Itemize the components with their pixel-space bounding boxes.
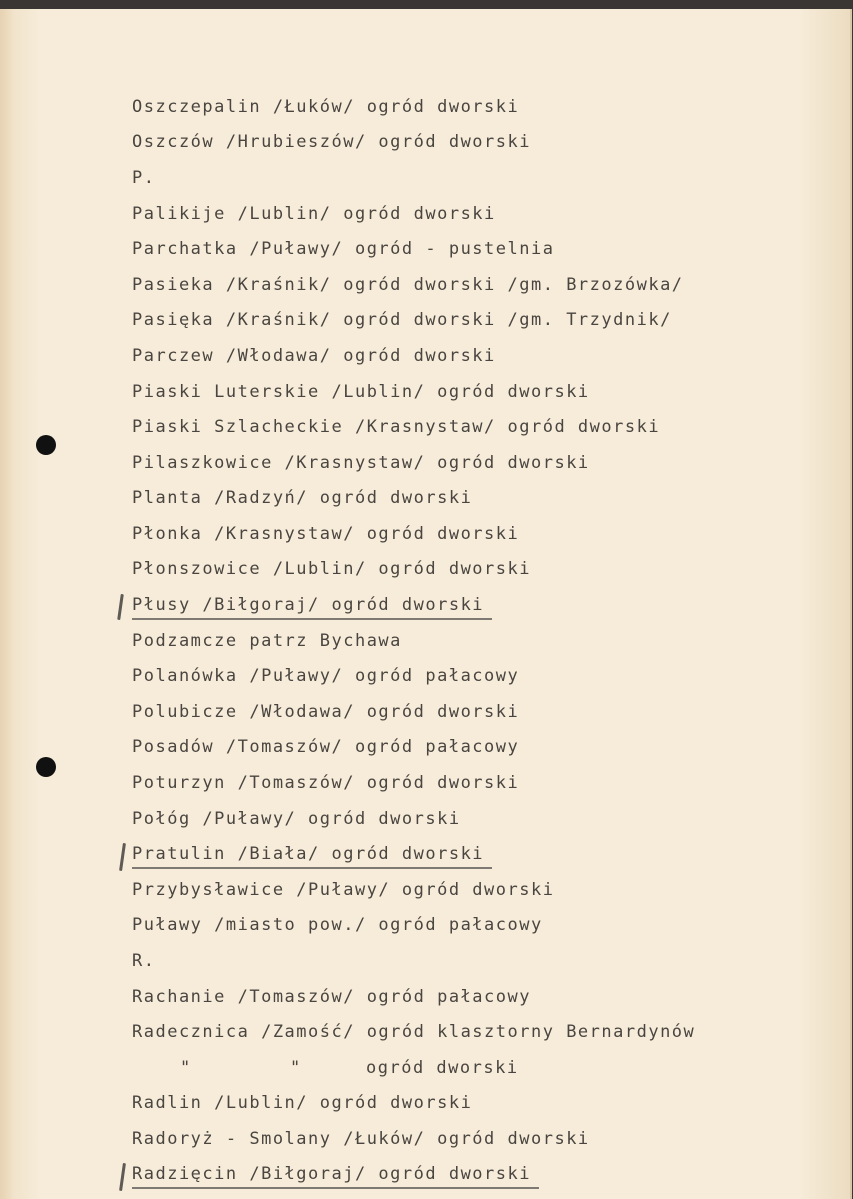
list-item: Parczew /Włodawa/ ogród dworski	[132, 346, 496, 366]
list-item: Pasieka /Kraśnik/ ogród dworski /gm. Brzozówka/	[132, 275, 684, 295]
list-item: Oszczepalin /Łuków/ ogród dworski	[132, 97, 520, 117]
handwritten-tick-mark	[119, 843, 126, 871]
list-item: Posadów /Tomaszów/ ogród pałacowy	[132, 737, 520, 757]
list-item: Polanówka /Puławy/ ogród pałacowy	[132, 666, 520, 686]
list-item: Parchatka /Puławy/ ogród - pustelnia	[132, 239, 555, 259]
list-item-underlined: Radzięcin /Biłgoraj/ ogród dworski	[132, 1161, 539, 1189]
list-item: Połóg /Puławy/ ogród dworski	[132, 809, 461, 829]
document-page	[0, 9, 852, 1199]
list-item: Polubicze /Włodawa/ ogród dworski	[132, 702, 520, 722]
handwritten-tick-mark	[117, 594, 124, 620]
list-item: Radlin /Lublin/ ogród dworski	[132, 1093, 473, 1113]
list-item: Planta /Radzyń/ ogród dworski	[132, 488, 473, 508]
punch-hole-bottom	[36, 757, 56, 777]
list-item: Pilaszkowice /Krasnystaw/ ogród dworski	[132, 453, 590, 473]
ditto-mark: "	[290, 1058, 301, 1078]
list-item: Puławy /miasto pow./ ogród pałacowy	[132, 915, 543, 935]
entry-list	[132, 9, 832, 1199]
list-item: Płonka /Krasnystaw/ ogród dworski	[132, 524, 520, 544]
section-letter: P.	[132, 168, 156, 188]
list-item-underlined: Pratulin /Biała/ ogród dworski	[132, 841, 492, 869]
list-item: Oszczów /Hrubieszów/ ogród dworski	[132, 132, 531, 152]
list-item: Płonszowice /Lublin/ ogród dworski	[132, 559, 531, 579]
list-item: Piaski Luterskie /Lublin/ ogród dworski	[132, 382, 590, 402]
list-item: Pasięka /Kraśnik/ ogród dworski /gm. Trzydnik/	[132, 310, 672, 330]
list-item: Radecznica /Zamość/ ogród klasztorny Bernardynów	[132, 1022, 696, 1042]
list-item-underlined: Płusy /Biłgoraj/ ogród dworski	[132, 592, 492, 620]
list-item: Przybysławice /Puławy/ ogród dworski	[132, 880, 555, 900]
section-letter: R.	[132, 951, 156, 971]
page-edge-shadow	[0, 9, 14, 1199]
list-item: Piaski Szlacheckie /Krasnystaw/ ogród dworski	[132, 417, 661, 437]
list-item: Rachanie /Tomaszów/ ogród pałacowy	[132, 987, 531, 1007]
ditto-mark: "	[180, 1058, 191, 1078]
list-item: ogród dworski	[366, 1058, 519, 1078]
punch-hole-top	[36, 435, 56, 455]
list-item: Radoryż - Smolany /Łuków/ ogród dworski	[132, 1129, 590, 1149]
list-item: Palikije /Lublin/ ogród dworski	[132, 204, 496, 224]
handwritten-tick-mark	[119, 1163, 126, 1191]
list-item: Poturzyn /Tomaszów/ ogród dworski	[132, 773, 520, 793]
list-item: Podzamcze patrz Bychawa	[132, 631, 402, 651]
